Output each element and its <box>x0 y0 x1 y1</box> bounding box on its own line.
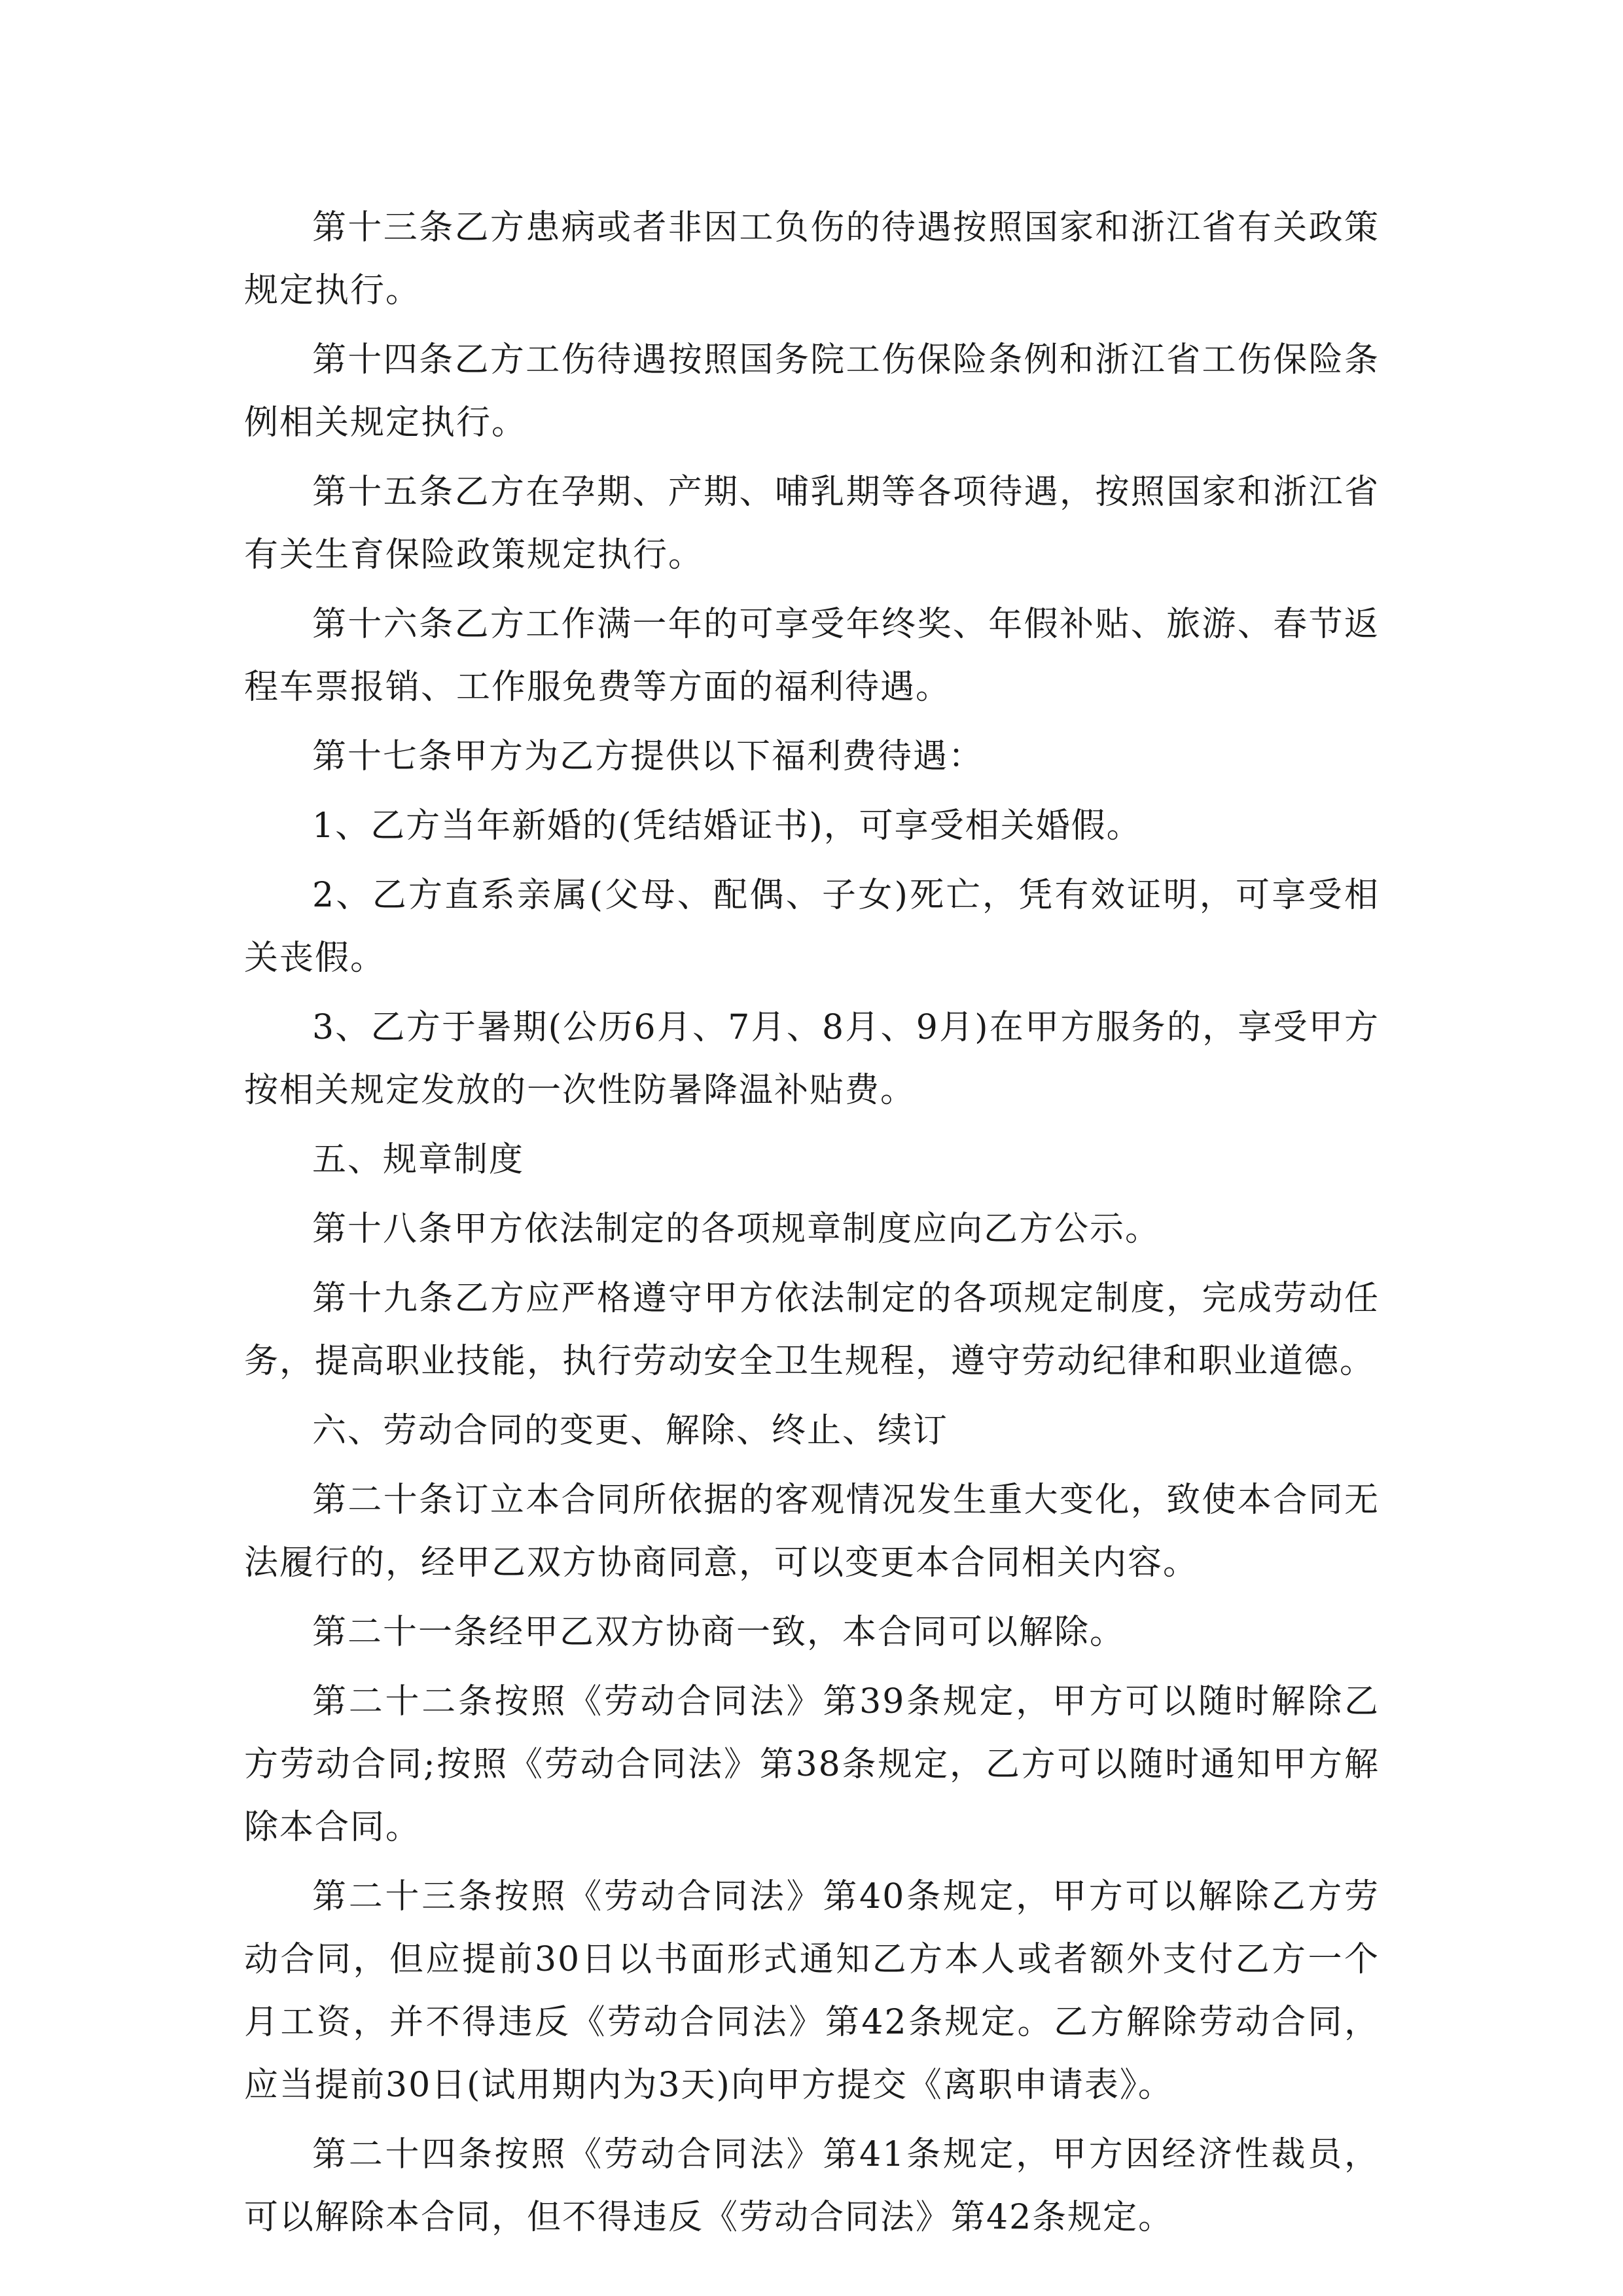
paragraph-article-20: 第二十条订立本合同所依据的客观情况发生重大变化，致使本合同无法履行的，经甲乙双方协商同意，可以变更本合同相关内容。 <box>244 1480 1380 1583</box>
document-body <box>244 196 1380 2255</box>
paragraph-article-15: 第十五条乙方在孕期、产期、哺乳期等各项待遇，按照国家和浙江省有关生育保险政策规定执行。 <box>244 473 1380 575</box>
paragraph-article-13: 第十三条乙方患病或者非因工负伤的待遇按照国家和浙江省有关政策规定执行。 <box>244 208 1380 310</box>
paragraph-article-19: 第十九条乙方应严格遵守甲方依法制定的各项规定制度，完成劳动任务，提高职业技能，执行劳动安全卫生规程，遵守劳动纪律和职业道德。 <box>244 1279 1380 1381</box>
section-heading-rules: 五、规章制度 <box>312 1140 525 1179</box>
paragraph-article-22: 第二十二条按照《劳动合同法》第39条规定，甲方可以随时解除乙方劳动合同;按照《劳动合同法》第38条规定，乙方可以随时通知甲方解除本合同。 <box>244 1682 1380 1847</box>
list-item-marriage-leave: 1、乙方当年新婚的(凭结婚证书)，可享受相关婚假。 <box>312 806 1142 846</box>
paragraph-article-18: 第十八条甲方依法制定的各项规章制度应向乙方公示。 <box>312 1210 1161 1249</box>
list-item-bereavement-leave: 2、乙方直系亲属(父母、配偶、子女)死亡，凭有效证明，可享受相关丧假。 <box>244 876 1380 978</box>
paragraph-article-16: 第十六条乙方工作满一年的可享受年终奖、年假补贴、旅游、春节返程车票报销、工作服免费等方面的福利待遇。 <box>244 605 1380 707</box>
paragraph-article-21: 第二十一条经甲乙双方协商一致，本合同可以解除。 <box>312 1613 1126 1652</box>
paragraph-article-14: 第十四条乙方工伤待遇按照国务院工伤保险条例和浙江省工伤保险条例相关规定执行。 <box>244 340 1380 442</box>
section-heading-contract-changes: 六、劳动合同的变更、解除、终止、续订 <box>312 1411 949 1450</box>
paragraph-article-23: 第二十三条按照《劳动合同法》第40条规定，甲方可以解除乙方劳动合同，但应提前30日以书面形式通知乙方本人或者额外支付乙方一个月工资，并不得违反《劳动合同法》第42条规定。乙方解除劳动合同，应当提前30日(试用期内为3天)向甲方提交《离职申请表》。 <box>244 1877 1380 2105</box>
paragraph-article-17: 第十七条甲方为乙方提供以下福利费待遇： <box>312 737 984 776</box>
list-item-summer-allowance: 3、乙方于暑期(公历6月、7月、8月、9月)在甲方服务的，享受甲方按相关规定发放的一次性防暑降温补贴费。 <box>244 1008 1380 1110</box>
paragraph-article-24: 第二十四条按照《劳动合同法》第41条规定，甲方因经济性裁员，可以解除本合同，但不得违反《劳动合同法》第42条规定。 <box>244 2135 1380 2237</box>
